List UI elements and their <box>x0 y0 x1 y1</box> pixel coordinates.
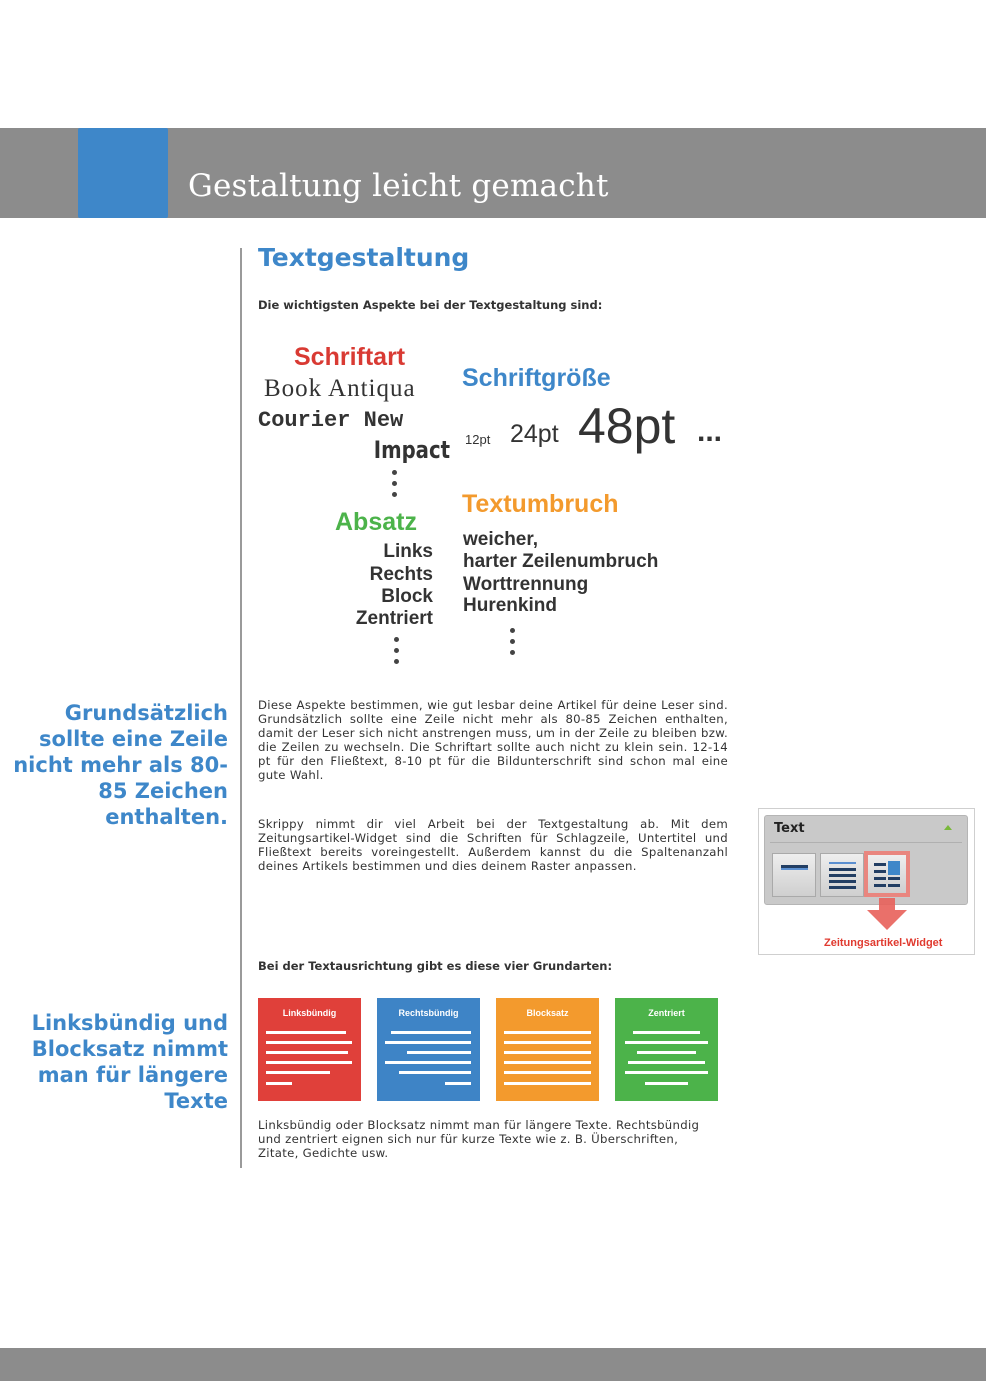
widget-panel-label: Text <box>774 821 805 836</box>
font-sample-book-antiqua: Book Antiqua <box>264 375 416 402</box>
vertical-ellipsis-icon <box>394 637 400 670</box>
column-divider <box>240 248 242 1168</box>
alignment-card-left <box>258 998 361 1101</box>
card-title: Blocksatz <box>526 1008 569 1018</box>
widget-divider <box>770 842 962 843</box>
alignment-card-right <box>377 998 480 1101</box>
pullquote: Linksbündig und Blocksatz nimmt man für längere Texte <box>31 1011 228 1113</box>
article-widget-icon <box>864 851 910 897</box>
card-title: Rechtsbündig <box>398 1008 459 1018</box>
header-accent-square <box>78 128 168 218</box>
paragraph-icon <box>820 853 864 897</box>
section-intro: Die wichtigsten Aspekte bei der Textgestaltung sind: <box>258 298 603 312</box>
umbruch-item-weicher: weicher, <box>463 529 538 550</box>
absatz-item-links: Links <box>383 541 433 562</box>
size-sample-24: 24pt <box>510 420 559 448</box>
vertical-ellipsis-icon <box>392 470 398 503</box>
body-paragraph: Diese Aspekte bestimmen, wie gut lesbar deine Artikel für deine Leser sind. Grundsätzlich sollte eine Zeile nicht mehr als 80-85 Zeichen enthalten, damit der Leser sich nicht anstrengen muss, um in der Zeile zu bleiben bzw. die Zeilen zu wechseln. Die Schriftart sollte auch nicht zu klein sein. 12-14 pt für den Fließtext, 8-10 pt für die Bildunterschrift sind schon mal eine gute Wahl. <box>258 698 728 782</box>
textumbruch-heading: Textumbruch <box>462 490 619 518</box>
schriftart-heading: Schriftart <box>294 343 406 371</box>
font-sample-courier-new: Courier New <box>258 408 404 433</box>
collapse-arrow-icon <box>944 825 952 830</box>
absatz-item-block: Block <box>381 586 433 607</box>
body-paragraph: Skrippy nimmt dir viel Arbeit bei der Textgestaltung ab. Mit dem Zeitungsartikel-Widget sind die Schriften für Schlagzeile, Untertitel und Fließtext bereits voreingestellt. Außerdem kannst du die Spaltenanzahl deines Artikels bestimmen und dies deinem Raster anpassen. <box>258 817 728 873</box>
umbruch-item-worttrennung: Worttrennung <box>463 574 589 595</box>
arrow-down-icon <box>867 898 907 930</box>
widget-caption: Zeitungsartikel-Widget <box>824 937 943 949</box>
alignment-card-justify <box>496 998 599 1101</box>
alignment-note: Linksbündig oder Blocksatz nimmt man für längere Texte. Rechtsbündig und zentriert eignen sich nur für kurze Texte wie z. B. Überschriften, Zitate, Gedichte usw. <box>258 1118 700 1160</box>
alignment-intro: Bei der Textausrichtung gibt es diese vier Grundarten: <box>258 959 613 973</box>
absatz-item-zentriert: Zentriert <box>355 608 433 629</box>
page-title: Gestaltung leicht gemacht <box>188 168 609 204</box>
schriftgroesse-heading: Schriftgröße <box>462 364 611 392</box>
size-sample-48: 48pt <box>578 398 676 454</box>
font-sample-impact: Impact <box>373 436 451 464</box>
section-title: Textgestaltung <box>258 243 470 272</box>
pullquote: Grundsätzlich sollte eine Zeile nicht mehr als 80-85 Zeichen enthalten. <box>13 701 228 829</box>
umbruch-item-hurenkind: Hurenkind <box>463 595 557 616</box>
alignment-card-center <box>615 998 718 1101</box>
footer-band <box>0 1348 986 1381</box>
absatz-heading: Absatz <box>335 508 417 536</box>
umbruch-item-harter: harter Zeilenumbruch <box>463 551 659 572</box>
card-title: Linksbündig <box>282 1008 337 1018</box>
vertical-ellipsis-icon <box>510 628 516 661</box>
size-sample-12: 12pt <box>465 432 491 447</box>
absatz-item-rechts: Rechts <box>369 564 433 585</box>
card-title: Zentriert <box>648 1008 685 1018</box>
size-sample-more: ... <box>697 415 723 448</box>
headline-icon <box>772 853 816 897</box>
